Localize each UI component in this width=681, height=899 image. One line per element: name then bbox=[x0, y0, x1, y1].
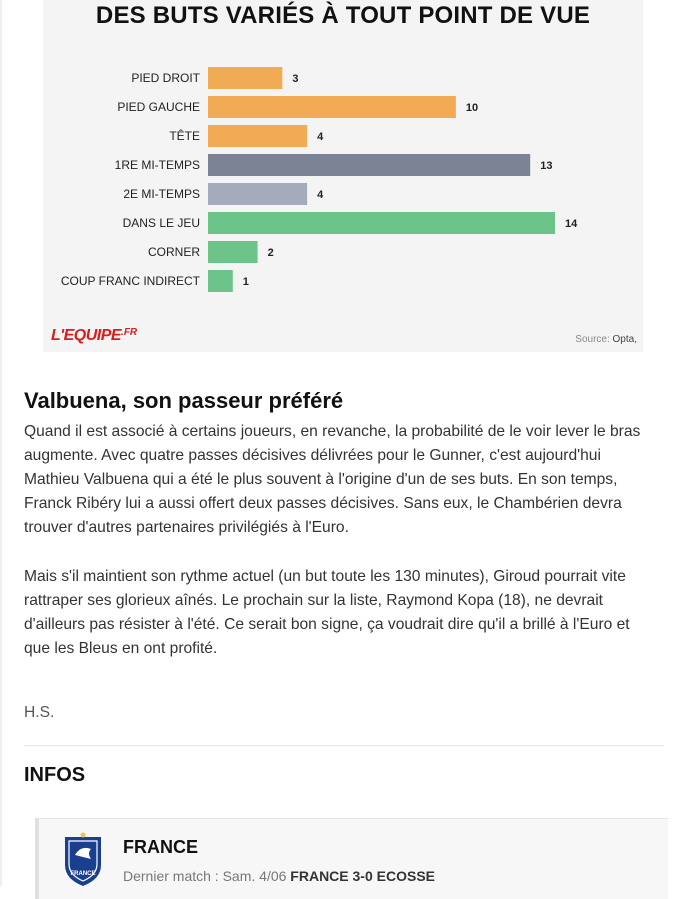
section-heading: Valbuena, son passeur préféré bbox=[24, 388, 344, 413]
category-label: COUP FRANC INDIRECT bbox=[60, 274, 200, 288]
logo-text: L'EQUIPE bbox=[51, 327, 122, 344]
value-label: 13 bbox=[540, 160, 553, 172]
infos-title: INFOS bbox=[24, 764, 86, 786]
last-match bbox=[123, 868, 435, 884]
bar bbox=[208, 67, 282, 89]
value-label: 2 bbox=[267, 247, 274, 259]
crest-text: FRANCE bbox=[70, 871, 96, 877]
bar bbox=[208, 96, 456, 118]
category-label: TÊTE bbox=[169, 129, 200, 143]
last-match-result: FRANCE 3-0 ECOSSE bbox=[290, 868, 435, 884]
section-divider bbox=[24, 745, 664, 746]
lequipe-logo bbox=[51, 327, 137, 345]
last-match-label: Dernier match : Sam. 4/06 bbox=[123, 868, 287, 884]
value-label: 3 bbox=[292, 73, 299, 85]
article-paragraph-2: Mais s'il maintient son rythme actuel (un but toute les 130 minutes), Giroud pourrait vite rattraper ses glorieux aînés. Le prochain sur la liste, Raymond Kopa (18), ne devrait d'ailleurs pas résister à l'été. Ce serait bon signe, ça voudrait dire qu'il a brillé à l'Euro et que les Bleus en ont profité. bbox=[24, 568, 630, 657]
value-label: 14 bbox=[565, 218, 578, 230]
left-rule bbox=[0, 0, 2, 886]
value-label: 4 bbox=[317, 131, 324, 143]
team-name[interactable]: FRANCE bbox=[123, 837, 198, 857]
source-value: Opta, bbox=[612, 334, 637, 345]
category-label: 2E MI-TEMPS bbox=[123, 187, 200, 201]
fff-crest-icon bbox=[61, 831, 105, 887]
source-label: Source: bbox=[575, 334, 610, 345]
value-label: 4 bbox=[317, 189, 324, 201]
bar bbox=[208, 183, 307, 205]
category-label: PIED GAUCHE bbox=[117, 100, 200, 114]
value-label: 1 bbox=[242, 276, 249, 288]
bar bbox=[208, 241, 258, 263]
bar-chart bbox=[43, 0, 643, 320]
category-label: DANS LE JEU bbox=[122, 216, 200, 230]
bar bbox=[208, 270, 233, 292]
logo-suffix: .FR bbox=[121, 327, 138, 338]
category-label: 1RE MI-TEMPS bbox=[114, 158, 200, 172]
bar bbox=[208, 154, 530, 176]
article-paragraph-1: Quand il est associé à certains joueurs, en revanche, la probabilité de le voir lever le bras augmente. Avec quatre passes décisives délivrées pour le Gunner, c'est aujourd'hui Mathieu Valbuena qui a été le plus souvent à l'origine d'un de ses buts. En son temps, Franck Ribéry lui a aussi offert deux passes décisives. Sans eux, le Chambérien devra trouver d'autres partenaires privilégiés à l'Euro. bbox=[24, 423, 641, 536]
author-signature: H.S. bbox=[24, 704, 55, 721]
category-label: CORNER bbox=[147, 245, 200, 259]
team-card[interactable] bbox=[35, 818, 668, 899]
goals-infographic bbox=[43, 0, 643, 352]
bar bbox=[208, 212, 555, 234]
bar bbox=[208, 125, 307, 147]
category-label: PIED DROIT bbox=[131, 71, 200, 85]
value-label: 10 bbox=[465, 102, 479, 114]
chart-title: DES BUTS VARIÉS À TOUT POINT DE VUE bbox=[95, 2, 591, 29]
chart-source bbox=[575, 334, 637, 345]
